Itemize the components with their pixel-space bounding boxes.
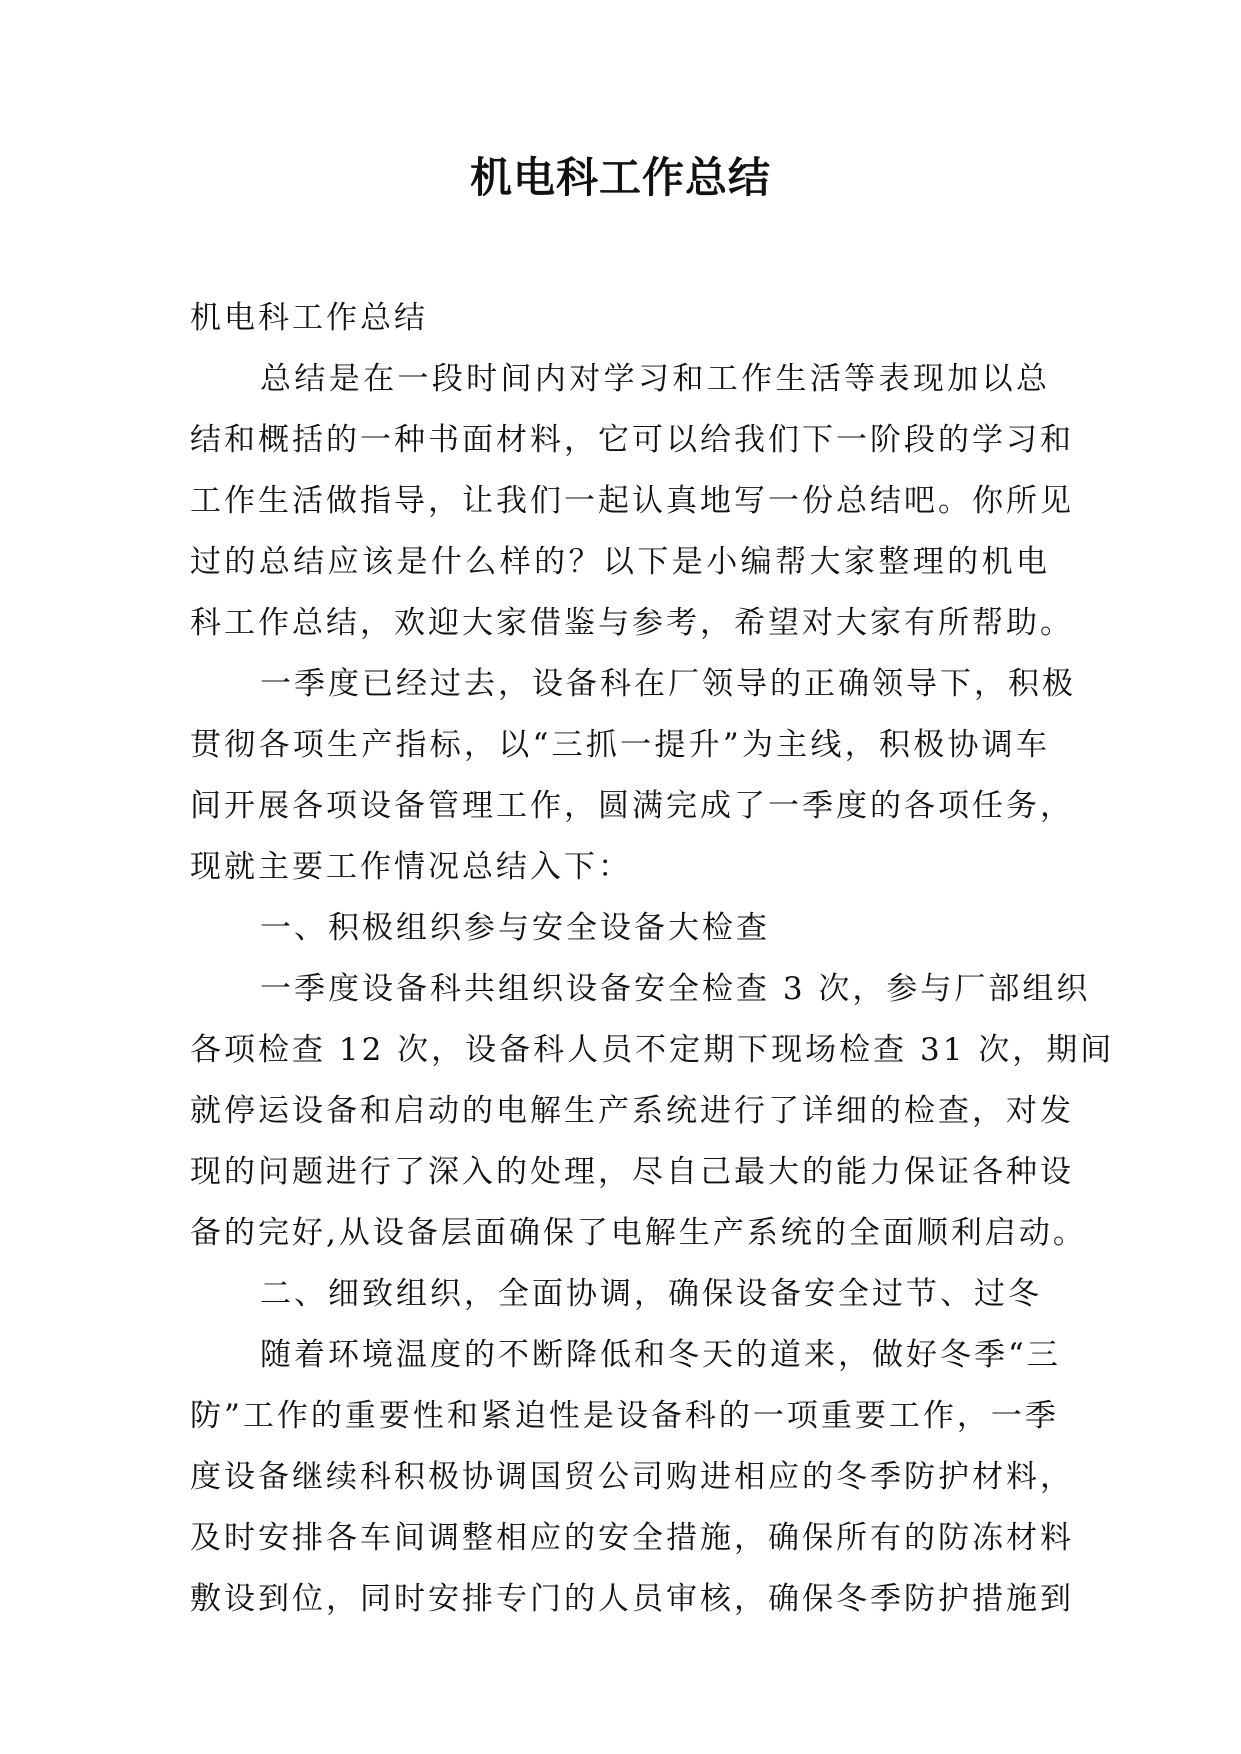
text-line: 度设备继续科积极协调国贸公司购进相应的冬季防护材料， [190, 1459, 1074, 1495]
text-line: 防”工作的重要性和紧迫性是设备科的一项重要工作，一季 [190, 1398, 1059, 1434]
paragraph-summary-opening [190, 654, 1076, 898]
text-line: 工作生活做指导，让我们一起认真地写一份总结吧。你所见 [190, 483, 1074, 519]
text-line: 备的完好,从设备层面确保了电解生产系统的全面顺利启动。 [190, 1215, 1087, 1251]
text-line: 机电科工作总结 [190, 300, 428, 336]
paragraph-section-2 [190, 1325, 1074, 1630]
document-title: 机电科工作总结 [469, 153, 771, 202]
text-line: 二、细致组织，全面协调，确保设备安全过节、过冬 [260, 1276, 1042, 1312]
text-line: 过的总结应该是什么样的？以下是小编帮大家整理的机电 [190, 544, 1050, 580]
text-line: 现的问题进行了深入的处理，尽自己最大的能力保证各种设 [190, 1154, 1074, 1190]
text-line: 就停运设备和启动的电解生产系统进行了详细的检查，对发 [190, 1093, 1074, 1129]
text-line: 结和概括的一种书面材料，它可以给我们下一阶段的学习和 [190, 422, 1074, 458]
text-line: 各项检查 12 次，设备科人员不定期下现场检查 31 次，期间 [190, 1032, 1115, 1068]
text-line: 随着环境温度的不断降低和冬天的道来，做好冬季“三 [260, 1337, 1061, 1373]
document-body [190, 288, 1115, 1630]
text-line: 一、积极组织参与安全设备大检查 [260, 910, 770, 946]
text-line: 现就主要工作情况总结入下： [190, 849, 632, 885]
paragraph-intro [190, 349, 1074, 654]
text-line: 总结是在一段时间内对学习和工作生活等表现加以总 [260, 361, 1050, 397]
text-line: 科工作总结，欢迎大家借鉴与参考，希望对大家有所帮助。 [190, 605, 1074, 641]
paragraph-section-1 [190, 959, 1115, 1264]
subtitle-line [190, 288, 1050, 349]
text-line: 一季度设备科共组织设备安全检查 3 次，参与厂部组织 [260, 971, 1091, 1007]
section-heading-1 [190, 898, 1050, 959]
text-line: 及时安排各车间调整相应的安全措施，确保所有的防冻材料 [190, 1520, 1074, 1556]
section-heading-2 [190, 1264, 1050, 1325]
text-line: 一季度已经过去，设备科在厂领导的正确领导下，积极 [260, 666, 1076, 702]
text-line: 敷设到位，同时安排专门的人员审核，确保冬季防护措施到 [190, 1581, 1074, 1617]
text-line: 间开展各项设备管理工作，圆满完成了一季度的各项任务， [190, 788, 1074, 824]
text-line: 贯彻各项生产指标，以“三抓一提升”为主线，积极协调车 [190, 727, 1050, 763]
